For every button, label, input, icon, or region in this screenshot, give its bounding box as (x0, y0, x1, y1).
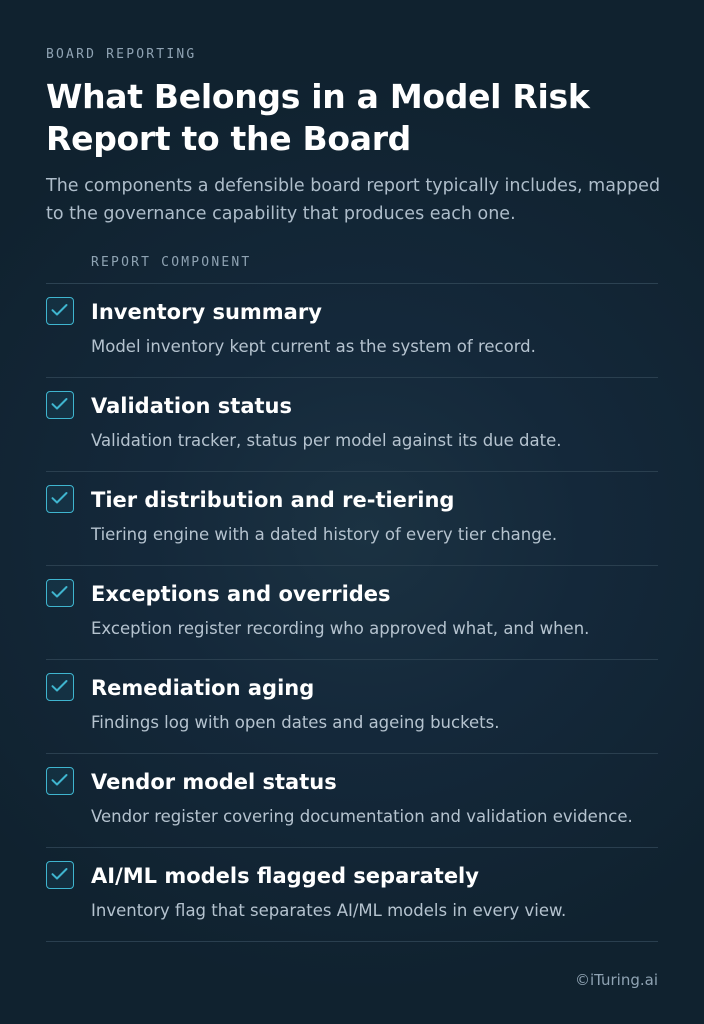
list-item (46, 848, 658, 942)
page-subtitle: The components a defensible board report typically includes, mapped to the governance capability that produces each one. (46, 176, 661, 224)
column-header: REPORT COMPONENT (91, 255, 252, 270)
component-list (46, 284, 658, 942)
item-title: Tier distribution and re-tiering (91, 488, 455, 512)
item-description: Tiering engine with a dated history of every tier change. (91, 525, 558, 544)
item-title: Vendor model status (91, 770, 337, 794)
checkbox-checked-icon (46, 673, 74, 701)
item-description: Inventory flag that separates AI/ML models in every view. (91, 901, 567, 920)
item-title: Remediation aging (91, 676, 315, 700)
copyright-credit: ©iTuring.ai (574, 971, 658, 989)
checkbox-checked-icon (46, 579, 74, 607)
eyebrow-label: BOARD REPORTING (46, 47, 197, 62)
checkbox-checked-icon (46, 767, 74, 795)
item-title: AI/ML models flagged separately (91, 864, 479, 888)
checkbox-checked-icon (46, 485, 74, 513)
item-description: Validation tracker, status per model against its due date. (91, 431, 562, 450)
item-title: Inventory summary (91, 300, 322, 324)
list-item (46, 566, 658, 660)
item-description: Findings log with open dates and ageing buckets. (91, 713, 500, 732)
checkbox-checked-icon (46, 297, 74, 325)
list-item (46, 284, 658, 378)
page-title: What Belongs in a Model Risk Report to the Board (46, 77, 590, 158)
checkbox-checked-icon (46, 861, 74, 889)
list-item (46, 378, 658, 472)
checkbox-checked-icon (46, 391, 74, 419)
item-title: Validation status (91, 394, 292, 418)
list-item (46, 472, 658, 566)
list-item (46, 754, 658, 848)
item-description: Model inventory kept current as the system of record. (91, 337, 536, 356)
item-title: Exceptions and overrides (91, 582, 391, 606)
list-item (46, 660, 658, 754)
item-description: Exception register recording who approved what, and when. (91, 619, 590, 638)
item-description: Vendor register covering documentation and validation evidence. (91, 807, 633, 826)
